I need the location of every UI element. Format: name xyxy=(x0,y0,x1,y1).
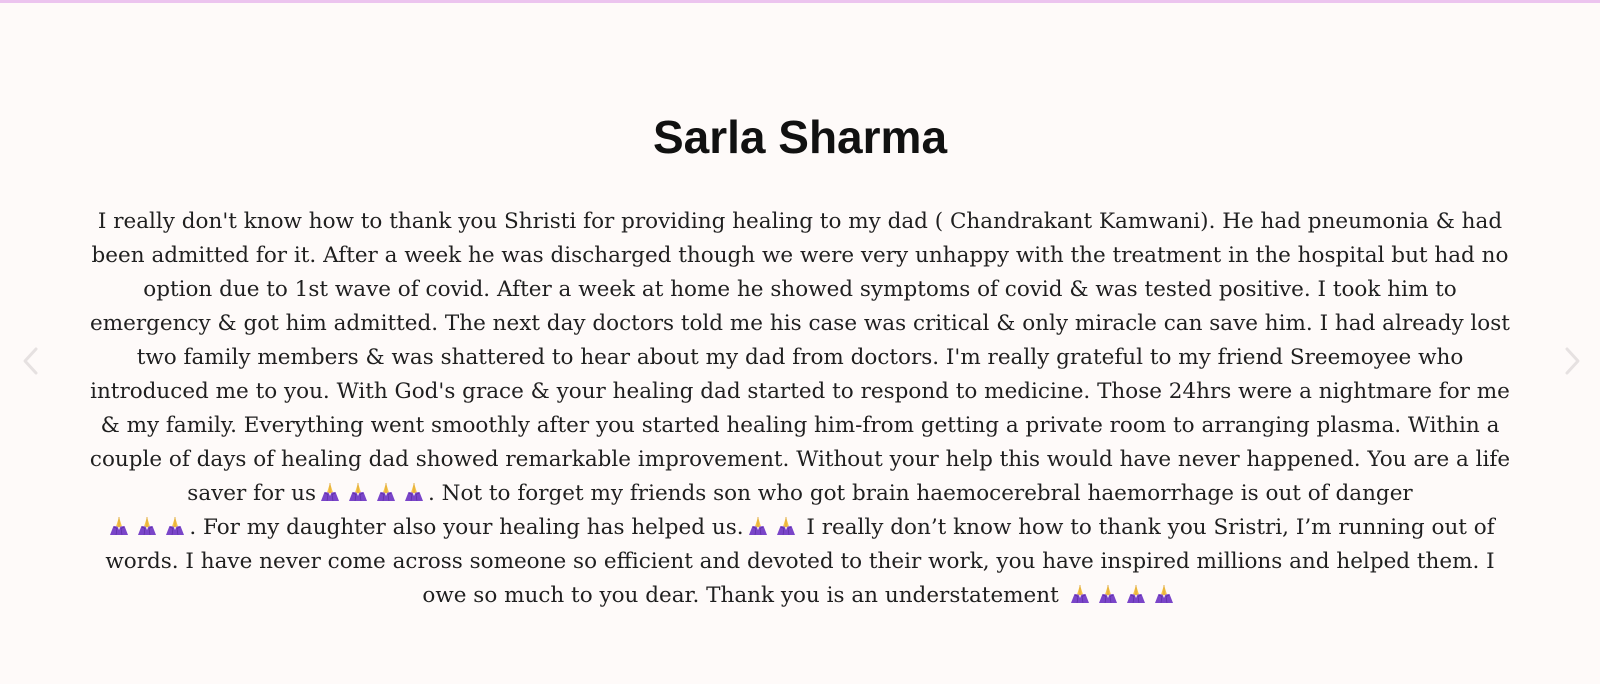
folded-hands-emoji xyxy=(1153,584,1175,604)
chevron-left-icon xyxy=(16,346,46,376)
testimonial-slide xyxy=(70,3,1530,613)
chevron-right-icon xyxy=(1557,346,1587,376)
next-slide-button[interactable] xyxy=(1557,346,1587,376)
folded-hands-emoji xyxy=(347,482,369,502)
folded-hands-emoji xyxy=(375,482,397,502)
folded-hands-emoji xyxy=(1069,584,1091,604)
testimonial-text xyxy=(80,205,1520,613)
folded-hands-emoji xyxy=(403,482,425,502)
folded-hands-emoji xyxy=(319,482,341,502)
folded-hands-emoji xyxy=(136,516,158,536)
testimonial-text-part-3: . For my daughter also your healing has helped us. xyxy=(189,515,744,540)
testimonial-text-part-2: . Not to forget my friends son who got brain haemocerebral haemorrhage is out of danger xyxy=(428,481,1413,506)
folded-hands-emoji xyxy=(747,516,769,536)
folded-hands-emoji xyxy=(108,516,130,536)
testimonial-author-name: Sarla Sharma xyxy=(652,111,948,163)
testimonial-slider xyxy=(0,3,1600,684)
folded-hands-emoji xyxy=(1125,584,1147,604)
testimonial-text-part-1: I really don't know how to thank you Shristi for providing healing to my dad ( Chandrakant Kamwani). He had pneumonia & had been admitted for it. After a week he was discharged though we were very unhappy with the treatment in the hospital but had no option due to 1st wave of covid. After a week at home he showed symptoms of covid & was tested positive. I took him to emergency & got him admitted. The next day doctors told me his case was critical & only miracle can save him. I had already lost two family members & was shattered to hear about my dad from doctors. I'm really grateful to my friend Sreemoyee who introduced me to you. With God's grace & your healing dad started to respond to medicine. Those 24hrs were a nightmare for me & my family. Everything went smoothly after you started healing him-from getting a private room to arranging plasma. Within a couple of days of healing dad showed remarkable improvement. Without your help this would have never happened. You are a life saver for us xyxy=(89,209,1511,506)
folded-hands-emoji xyxy=(1097,584,1119,604)
folded-hands-emoji xyxy=(775,516,797,536)
prev-slide-button[interactable] xyxy=(16,346,46,376)
folded-hands-emoji xyxy=(164,516,186,536)
testimonial-text-part-4: I really don’t know how to thank you Sristri, I’m running out of words. I have never come across someone so efficient and devoted to their work, you have inspired millions and helped them. I owe so much to you dear. Thank you is an understatement xyxy=(105,515,1495,608)
